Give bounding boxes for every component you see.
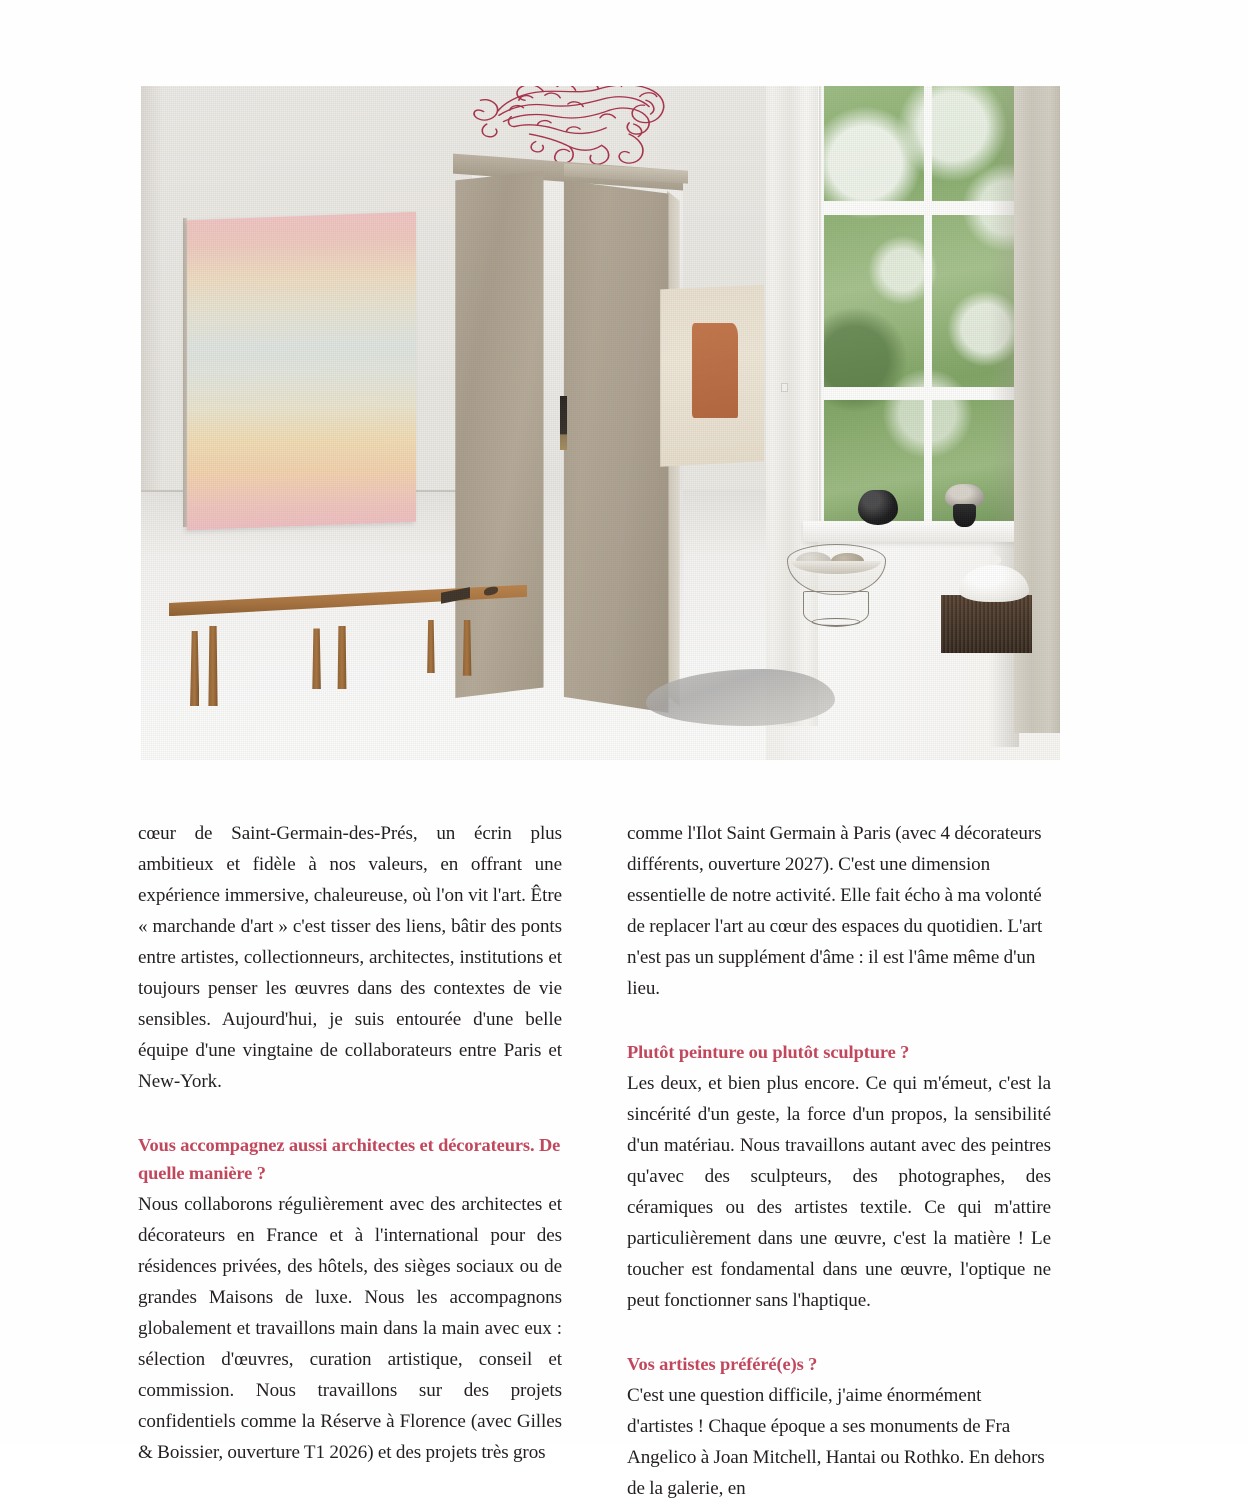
wire-bowl-chair [787,544,884,628]
gradient-painting [187,212,416,530]
interview-question-heading: Vos artistes préféré(e)s ? [627,1354,818,1374]
baroque-ornament-icon [453,86,683,167]
chair-wire-base [803,591,869,627]
curtain-left [771,86,819,726]
bench-leg [190,631,199,706]
bench-leg [337,626,347,689]
terracotta-canvas [660,285,764,467]
paragraph-continuation: comme l'Ilot Saint Germain à Paris (avec 4 décorateurs différents, ouverture 2027). C'est une dimension essentielle de notre activité. Elle fait écho à ma volonté de replacer l'art au cœur des espaces du quotidien. L'art n'est pas un supplément d'âme : il est l'âme même d'un lieu. [627,823,1043,999]
window-sill [803,521,1047,543]
text-column-left [138,818,562,1468]
woven-cube [941,595,1033,653]
paragraph-continuation: cœur de Saint-Germain-des-Prés, un écrin plus ambitieux et fidèle à nos valeurs, en offrant une expérience immersive, chaleureuse, où l'on vit l'art. Être « marchande d'art » c'est tisser des liens, bâtir des ponts entre artistes, collectionneurs, architectes, institutions et toujours penser les œuvres dans des contextes de vie sensibles. Aujourd'hui, je suis entourée d'une belle équipe d'une vingtaine de collaborateurs entre Paris et New-York. [138,823,562,1092]
chair-bowl-shell [787,544,886,595]
interview-answer-paragraph: Nous collaborons régulièrement avec des architectes et décorateurs en France et à l'international pour des résidences privées, des hôtels, des sièges sociaux ou de grandes Maisons de luxe. Nous les accompagnons globalement et travaillons main dans la main avec eux : sélection d'œuvres, curation artistique, conseil et commission. Nous travaillons sur des projets confidentiels comme la Réserve à Florence (avec Gilles & Boissier, ouverture T1 2026) et des projets très gros [138,1194,562,1463]
bench-leg [427,620,436,673]
interview-answer-paragraph: Les deux, et bien plus encore. Ce qui m'émeut, c'est la sincérité d'un geste, la force d'un propos, la sensibilité d'un matériau. Nous travaillons autant avec des peintres qu'avec des sculpteurs, des photographes, des céramiques ou des artistes textile. Ce qui m'attire particulièrement dans une œuvre, c'est la matière ! Le toucher est fondamental dans une œuvre, l'optique ne peut fonctionner sans l'haptique. [627,1073,1051,1311]
terracotta-form [692,323,738,418]
article-body [0,818,1248,1499]
photograph-scene [141,86,1060,760]
wooden-bench [169,585,527,706]
interior-gallery-photograph [141,86,1060,760]
interview-answer-paragraph: C'est une question difficile, j'aime énormément d'artistes ! Chaque époque a ses monuments de Fra Angelico à Joan Mitchell, Hantai ou Rothko. En dehors de la galerie, en [627,1385,1045,1499]
interview-question-heading: Vous accompagnez aussi architectes et décorateurs. De quelle manière ? [138,1135,561,1183]
window-mullion-vertical [924,86,931,530]
spacer [138,1097,562,1131]
door-handle[interactable] [560,396,567,450]
interview-question-heading: Plutôt peinture ou plutôt sculpture ? [627,1042,910,1062]
light-switch-plate [781,383,789,392]
bench-leg [208,626,218,706]
black-vase [858,490,898,525]
chair-cushion-front [791,561,881,574]
fabric-door-panel-right[interactable] [564,180,669,712]
grey-black-vase [948,484,981,527]
bench-top-slab [169,585,527,617]
text-column-right [627,818,1051,1504]
chair-base-ring [812,618,860,625]
spacer [627,1004,1051,1038]
spacer [627,1316,1051,1350]
dome-knob [989,555,1001,564]
bench-leg [462,620,471,676]
baroque-wall-ornament [453,86,683,167]
bench-leg [312,628,321,689]
vase-dark-base [953,504,977,526]
